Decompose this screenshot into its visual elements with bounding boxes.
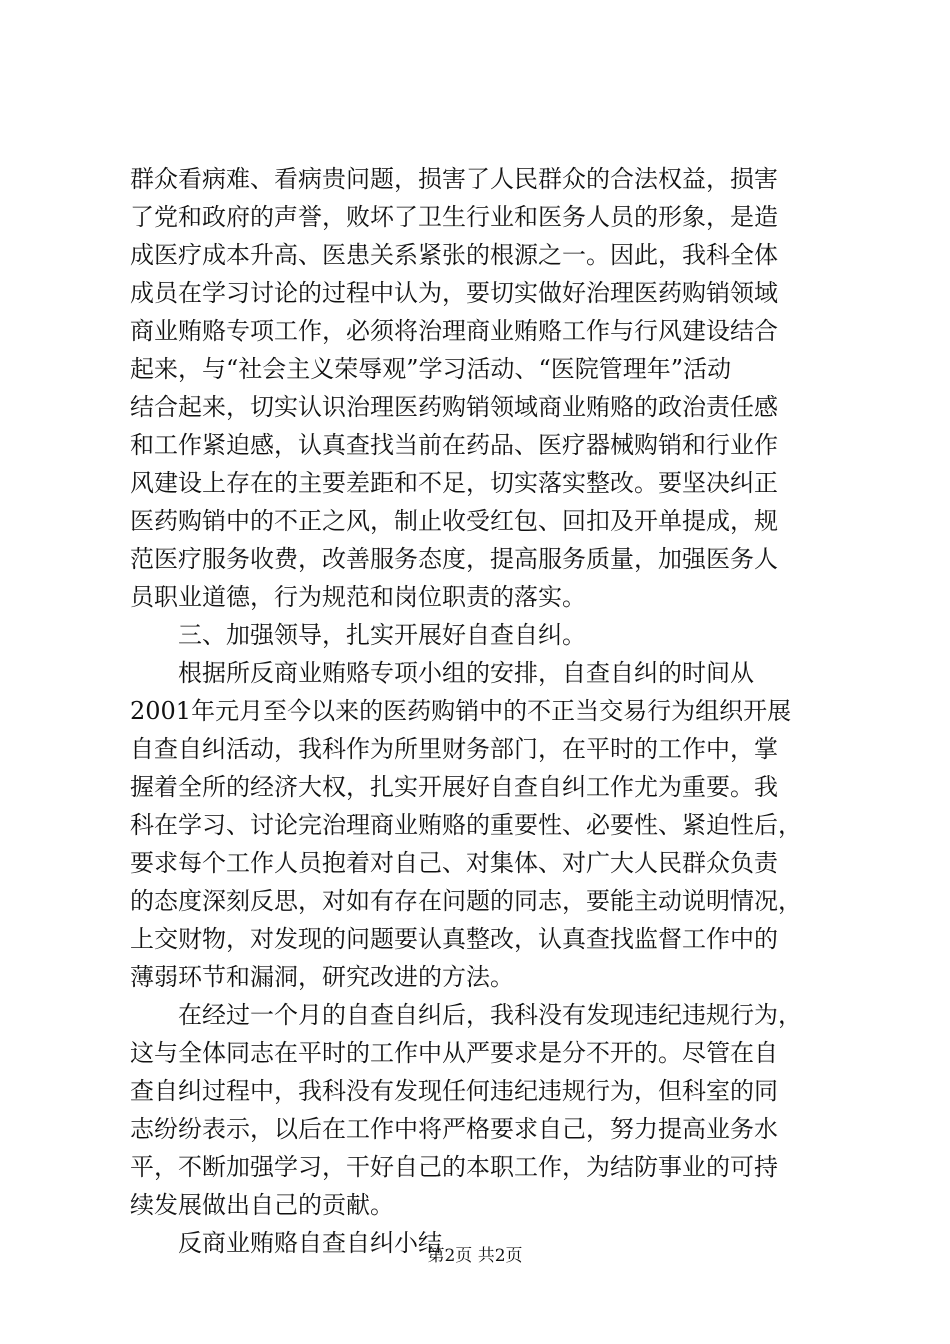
text-line: 了党和政府的声誉，败坏了卫生行业和医务人员的形象，是造 bbox=[130, 203, 778, 231]
text-line: 群众看病难、看病贵问题，损害了人民群众的合法权益，损害 bbox=[130, 165, 778, 193]
text-line: 上交财物，对发现的问题要认真整改，认真查找监督工作中的 bbox=[130, 925, 778, 953]
section-heading: 三、加强领导，扎实开展好自查自纠。 bbox=[178, 621, 586, 649]
text-line: 科在学习、讨论完治理商业贿赂的重要性、必要性、紧迫性后， bbox=[130, 811, 802, 839]
text-line: 和工作紧迫感，认真查找当前在药品、医疗器械购销和行业作 bbox=[130, 431, 778, 459]
text-line: 商业贿赂专项工作，必须将治理商业贿赂工作与行风建设结合 bbox=[130, 317, 778, 345]
text-line: 志纷纷表示，以后在工作中将严格要求自己，努力提高业务水 bbox=[130, 1115, 778, 1143]
text-line: 要求每个工作人员抱着对自己、对集体、对广大人民群众负责 bbox=[130, 849, 778, 877]
text-line: 自查自纠活动，我科作为所里财务部门，在平时的工作中，掌 bbox=[130, 735, 778, 763]
text-line: 2001年元月至今以来的医药购销中的不正当交易行为组织开展 bbox=[130, 697, 792, 725]
text-line: 根据所反商业贿赂专项小组的安排，自查自纠的时间从 bbox=[178, 659, 754, 687]
text-line: 握着全所的经济大权，扎实开展好自查自纠工作尤为重要。我 bbox=[130, 773, 778, 801]
text-line: 起来，与“社会主义荣辱观”学习活动、“医院管理年”活动 bbox=[130, 355, 732, 383]
text-line: 在经过一个月的自查自纠后，我科没有发现违纪违规行为， bbox=[178, 1001, 802, 1029]
text-line: 的态度深刻反思，对如有存在问题的同志，要能主动说明情况， bbox=[130, 887, 802, 915]
page-footer: 第2页 共2页 bbox=[427, 1246, 523, 1266]
text-line: 平，不断加强学习，干好自己的本职工作，为结防事业的可持 bbox=[130, 1153, 778, 1181]
document-title-line: 反商业贿赂自查自纠小结 bbox=[178, 1229, 442, 1257]
document-body bbox=[130, 160, 830, 1262]
text-line: 成员在学习讨论的过程中认为，要切实做好治理医药购销领域 bbox=[130, 279, 778, 307]
text-line: 查自纠过程中，我科没有发现任何违纪违规行为，但科室的同 bbox=[130, 1077, 778, 1105]
text-line: 范医疗服务收费，改善服务态度，提高服务质量，加强医务人 bbox=[130, 545, 778, 573]
text-line: 成医疗成本升高、医患关系紧张的根源之一。因此，我科全体 bbox=[130, 241, 778, 269]
text-line: 续发展做出自己的贡献。 bbox=[130, 1191, 394, 1219]
text-line: 薄弱环节和漏洞，研究改进的方法。 bbox=[130, 963, 514, 991]
text-line: 结合起来，切实认识治理医药购销领域商业贿赂的政治责任感 bbox=[130, 393, 778, 421]
text-line: 这与全体同志在平时的工作中从严要求是分不开的。尽管在自 bbox=[130, 1039, 778, 1067]
text-line: 员职业道德，行为规范和岗位职责的落实。 bbox=[130, 583, 586, 611]
text-line: 风建设上存在的主要差距和不足，切实落实整改。要坚决纠正 bbox=[130, 469, 778, 497]
text-line: 医药购销中的不正之风，制止收受红包、回扣及开单提成，规 bbox=[130, 507, 778, 535]
